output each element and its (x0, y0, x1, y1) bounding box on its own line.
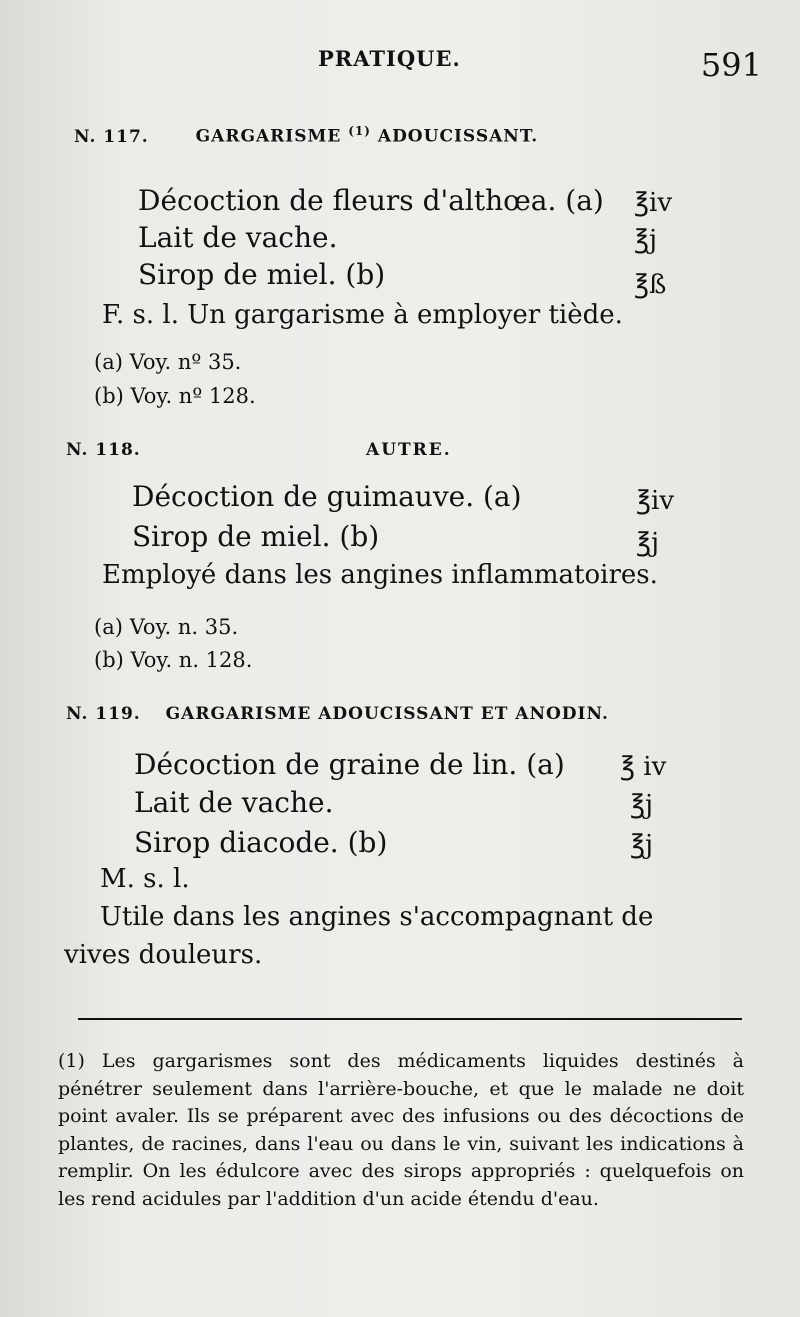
formula-number: N. 119. (66, 704, 141, 724)
ingredient-dose: ℥j (634, 225, 658, 255)
ingredient-line: Lait de vache. (138, 221, 338, 254)
formula-117-heading (74, 124, 538, 147)
ingredient-dose: ℥j (630, 830, 654, 860)
formula-instruction: F. s. l. Un gargarisme à employer tiède. (102, 300, 623, 330)
reference-line: (b) Voy. nº 128. (94, 384, 256, 408)
reference-line: (a) Voy. n. 35. (94, 615, 239, 639)
ingredient-line: Lait de vache. (134, 786, 334, 819)
ingredient-dose: ℥iv (636, 486, 675, 516)
formula-instruction: Employé dans les angines inflammatoires. (102, 560, 658, 590)
ingredient-dose: ℥j (636, 528, 660, 558)
formula-119-heading (66, 704, 609, 724)
ingredient-dose: ℥iv (634, 188, 673, 218)
ingredient-dose: ℥ß (634, 270, 667, 300)
running-title: PRATIQUE. (318, 46, 461, 71)
ingredient-dose: ℥ iv (620, 752, 667, 782)
reference-line: (a) Voy. nº 35. (94, 350, 242, 374)
ingredient-line: Décoction de fleurs d'althœa. (a) (138, 184, 604, 217)
ingredient-line: Décoction de guimauve. (a) (132, 480, 522, 513)
formula-title: GARGARISME (195, 126, 342, 147)
formula-number: N. 117. (74, 126, 149, 147)
ingredient-line: Sirop de miel. (b) (138, 258, 386, 291)
formula-title-rest: ADOUCISSANT. (377, 126, 539, 147)
formula-118-title: AUTRE. (366, 440, 452, 460)
formula-instruction: Utile dans les angines s'accompagnant de (100, 902, 654, 932)
footnote-rule (78, 1018, 742, 1020)
footnote-mark: (1) (348, 124, 371, 138)
formula-title: GARGARISME ADOUCISSANT ET ANODIN. (165, 704, 609, 724)
footnote: (1) Les gargarismes sont des médicaments liquides destinés à pénétrer seulement dans l'arrière-bouche, et que le malade ne doit point avaler. Ils se préparent avec des infusions ou des décoctions de plantes, de racines, dans l'eau ou dans le vin, suivant les indications à remplir. On les édulcore avec des sirops appropriés : quelquefois on les rend acidules par l'addition d'un acide étendu d'eau. (58, 1050, 744, 1210)
reference-line: (b) Voy. n. 128. (94, 648, 253, 672)
formula-instruction: M. s. l. (100, 864, 190, 894)
ingredient-line: Sirop de miel. (b) (132, 520, 380, 553)
ingredient-line: Sirop diacode. (b) (134, 826, 388, 859)
formula-118-number: N. 118. (66, 440, 141, 460)
ingredient-dose: ℥j (630, 790, 654, 820)
formula-instruction-continued: vives douleurs. (64, 940, 263, 970)
ingredient-line: Décoction de graine de lin. (a) (134, 748, 565, 781)
page-number: 591 (700, 46, 762, 84)
